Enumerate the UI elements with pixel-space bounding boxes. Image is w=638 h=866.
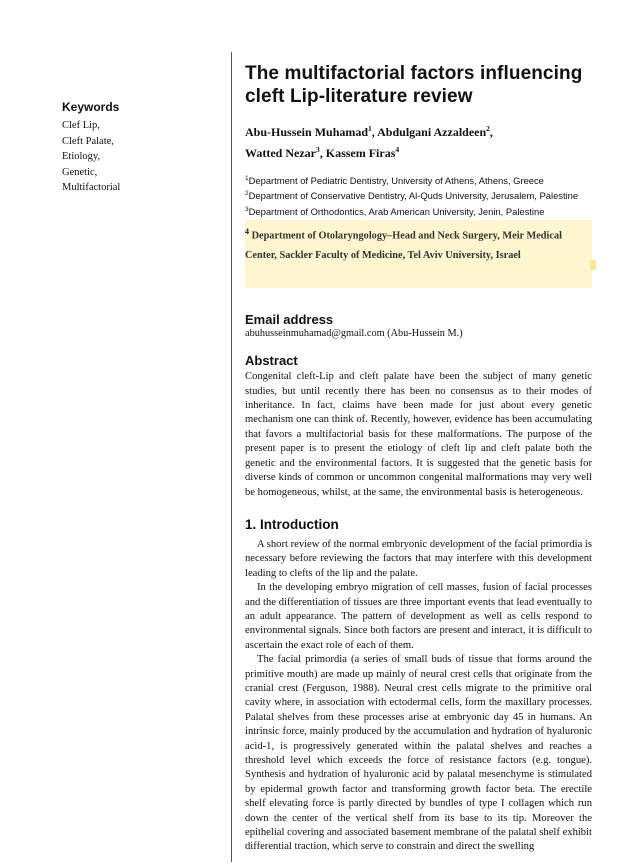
author-separator: , xyxy=(371,125,378,139)
affiliation-item xyxy=(245,187,592,202)
keywords-list xyxy=(62,118,152,196)
author-affil-marker: 1 xyxy=(368,124,372,133)
author-affil-marker: 2 xyxy=(486,124,490,133)
authors-line-2 xyxy=(245,141,592,162)
affiliation-number: 2 xyxy=(245,190,249,198)
keyword-item: Etiology, xyxy=(62,151,101,162)
email-address[interactable]: abuhusseinmuhamad@gmail.com (Abu-Hussein M.) xyxy=(245,328,463,340)
affiliation-item xyxy=(245,172,592,187)
abstract-text: Congenital cleft-Lip and cleft palate have been the subject of many genetic studies, but until recently there has been no consensus as to their modes of inheritance. In fact, claims have been made for just about every genetic mechanism one can think of. Recently, however, evidence has been accumulating that favors a multifactorial basis for these malformations. The purpose of the present paper is to present the etiology of cleft lip and cleft palate both the genetic and the environmental factors. It is suggested that the genetic basis for diverse kinds of common or uncommon congenital malformations may very well be homogeneous, whilst, at the same, the environmental basis is heterogeneous. xyxy=(245,371,592,498)
keywords-sidebar xyxy=(62,100,152,196)
author-name: Abu-Hussein Muhamad xyxy=(245,125,369,139)
author-name: Kassem Firas xyxy=(325,146,396,160)
author-name: Watted Nezar xyxy=(245,146,316,160)
keywords-heading: Keywords xyxy=(62,100,120,114)
highlighted-affiliation xyxy=(245,220,592,288)
keyword-item: Genetic, xyxy=(62,166,98,178)
introduction-body xyxy=(245,538,592,855)
affiliation-number: 1 xyxy=(245,175,249,182)
author-affil-marker: 4 xyxy=(395,145,400,154)
body-paragraph: The facial primordia (a series of small buds of tissue that forms around the primitive mouth) are made up mainly of neural crest cells that originate from the cranial crest (Ferguson, 1988). Neural crest cells migrate to the primitive oral cavity where, in association with ectodermal cells, form the maxillary processes. Palatal shelves from these processes arise at embryonic day 45 in humans. An intrinsic force, mainly produced by the accumulation and hydration of hyaluronic acid-1, is progressively generated within the palatal shelves and reaches a threshold level which exceeds the force of resistance factors (e.g. tongue). Synthesis and hydration of hyaluronic acid by palatal mesenchyme is stimulated by epidermal growth factor and transforming growth factor beta. The erectile shelf elevating force is partly directed by bundles of type I collagen which run down the center of the vertical shelf from its base to its tip. Moreover the epithelial covering and associated basement membrane of the palatal shelf exhibit differential traction, which serve to constrain and direct the swelling xyxy=(245,654,592,853)
affiliation-number: 4 xyxy=(245,227,249,237)
affiliation-4-line-1 xyxy=(245,222,589,245)
paper-title: The multifactorial factors influencing cleft Lip-literature review xyxy=(245,63,583,107)
affiliation-text: Department of Orthodontics, Arab American University, Jenin, Palestine xyxy=(248,205,545,217)
email-heading: Email address xyxy=(245,312,334,328)
authors-line-1 xyxy=(245,120,592,141)
author-list xyxy=(245,120,592,162)
affiliation-number: 3 xyxy=(245,205,249,213)
body-paragraph: A short review of the normal embryonic development of the facial primordia is necessary before reviewing the factors that may interfere with this development leading to clefts of the lip and the palate. xyxy=(245,538,592,579)
affiliation-text: Department of Conservative Dentistry, Al-Quds University, Jerusalem, Palestine xyxy=(248,190,579,202)
abstract-heading: Abstract xyxy=(245,353,298,369)
author-affil-marker: 3 xyxy=(315,145,320,154)
highlight-marker xyxy=(590,260,596,270)
affiliation-4-line-2: Center, Sackler Faculty of Medicine, Tel Aviv University, Israel xyxy=(245,249,521,261)
affiliation-item xyxy=(245,203,592,218)
column-divider xyxy=(231,52,232,862)
keyword-item: Clef Lip, xyxy=(62,120,100,131)
author-separator: , xyxy=(489,125,493,139)
keyword-item: Cleft Palate, xyxy=(62,135,114,147)
author-separator: , xyxy=(319,146,326,160)
keyword-item: Multifactorial xyxy=(62,182,121,193)
article-main xyxy=(245,62,592,855)
affiliation-text: Department of Otolaryngology–Head and Neck Surgery, Meir Medical xyxy=(249,230,562,242)
author-name: Abdulgani Azzaldeen xyxy=(377,125,487,139)
body-paragraph: In the developing embryo migration of cell masses, fusion of facial processes and the differentiation of tissues are three important events that lead eventually to an adult appearance. The pattern of development as well as cells respond to environmental signals. Since both factors are present and interact, it is difficult to ascertain the exact role of each of them. xyxy=(245,582,592,651)
introduction-heading: 1. Introduction xyxy=(245,516,339,532)
affiliation-text: Department of Pediatric Dentistry, University of Athens, Athens, Greece xyxy=(248,175,544,187)
affiliations xyxy=(245,172,592,288)
